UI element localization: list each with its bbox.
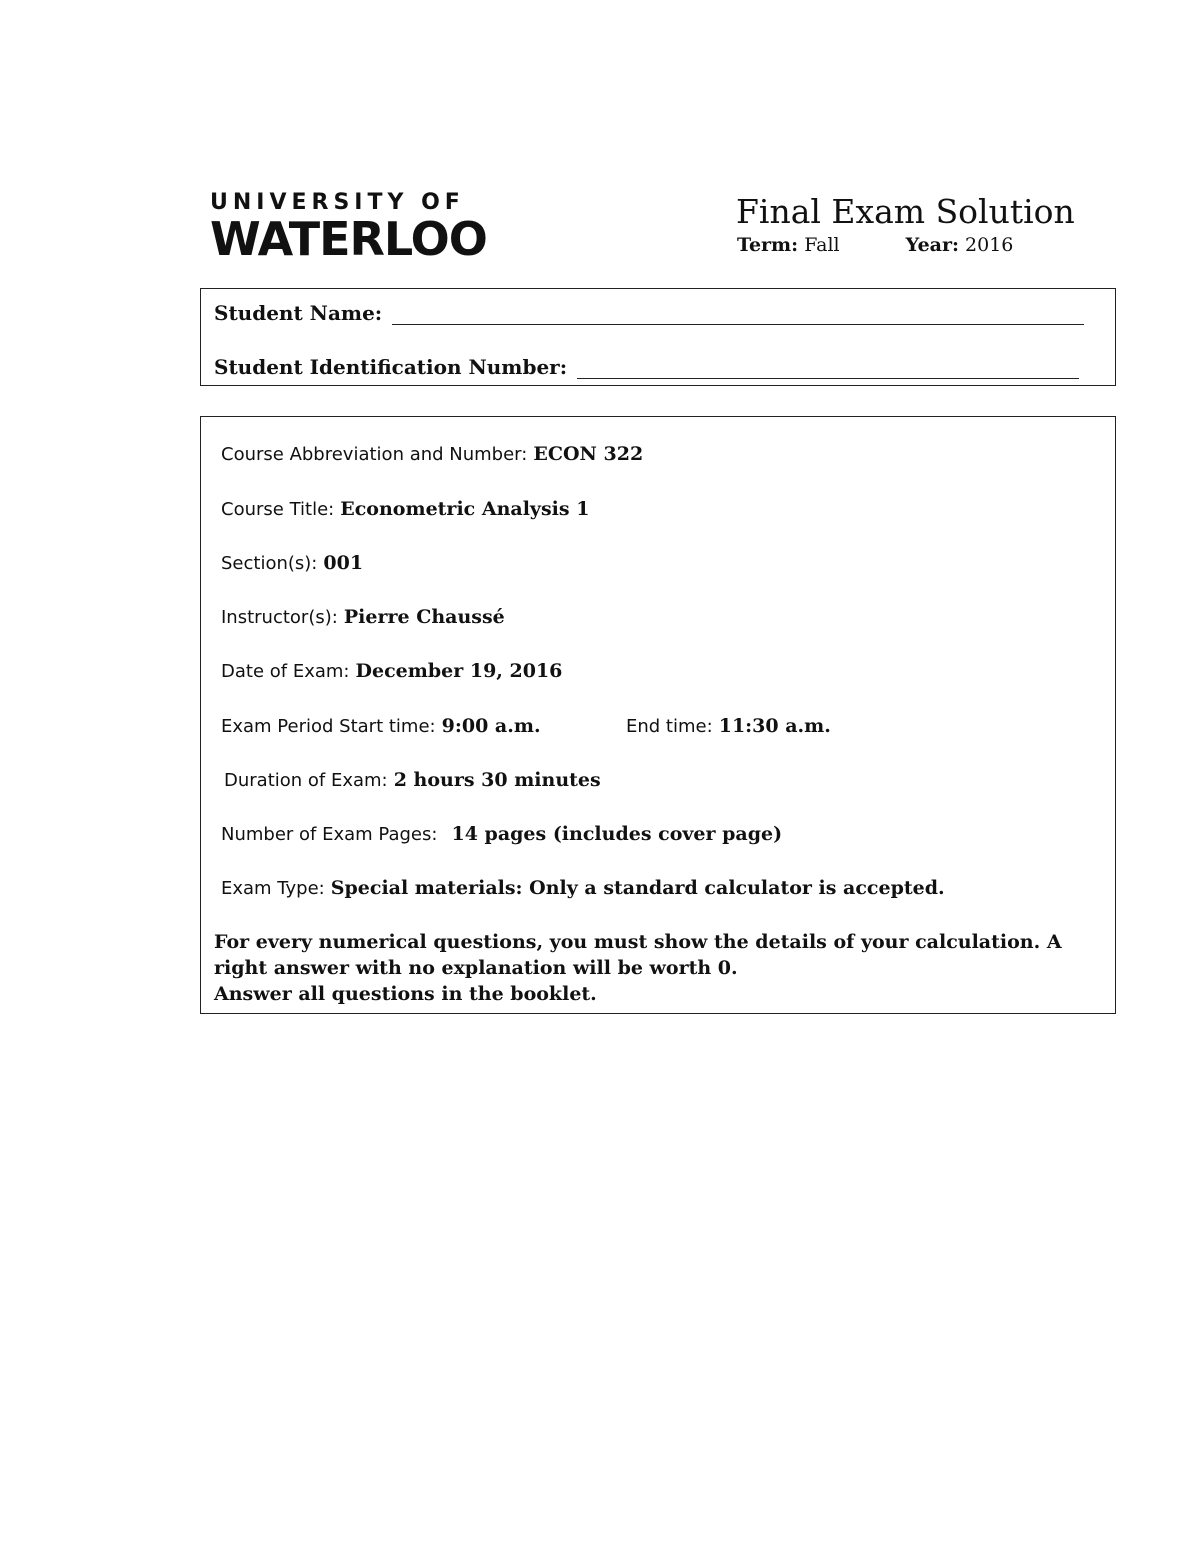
exam-type-row <box>221 877 945 899</box>
instructor-label: Instructor(s): <box>221 607 338 628</box>
university-logo <box>210 190 520 266</box>
student-id-label: Student Identification Number: <box>214 355 568 379</box>
logo-line-university-of: UNIVERSITY OF <box>210 190 465 215</box>
year-label: Year: <box>905 234 959 256</box>
student-name-field[interactable] <box>392 304 1084 325</box>
exam-title: Final Exam Solution <box>736 192 1075 231</box>
course-info-box <box>200 416 1116 1014</box>
exam-instructions <box>214 929 1104 1007</box>
exam-pages-row <box>221 823 782 845</box>
duration-value: 2 hours 30 minutes <box>393 769 601 791</box>
logo-line-waterloo: WATERLOO <box>210 212 487 266</box>
instructions-line-1: For every numerical questions, you must show the details of your calculation. A right answer with no explanation will be worth 0. <box>214 931 1062 979</box>
course-title-row <box>221 498 589 520</box>
exam-type-value: Special materials: Only a standard calculator is accepted. <box>330 877 945 899</box>
start-time-value: 9:00 a.m. <box>441 715 541 737</box>
instructor-row <box>221 606 505 628</box>
end-time-value: 11:30 a.m. <box>718 715 831 737</box>
course-title-value: Econometric Analysis 1 <box>340 498 590 520</box>
exam-period-row <box>221 715 831 737</box>
term-label: Term: <box>737 234 799 256</box>
term-year-line <box>737 234 1013 256</box>
instructions-line-2: Answer all questions in the booklet. <box>214 983 597 1005</box>
duration-row <box>224 769 601 791</box>
section-label: Section(s): <box>221 553 318 574</box>
student-info-box <box>200 288 1116 386</box>
exam-date-value: December 19, 2016 <box>355 660 563 682</box>
course-abbrev-label: Course Abbreviation and Number: <box>221 444 528 465</box>
student-id-field[interactable] <box>577 358 1079 379</box>
exam-date-label: Date of Exam: <box>221 661 350 682</box>
course-title-label: Course Title: <box>221 499 335 520</box>
year-value: 2016 <box>965 234 1014 256</box>
section-value: 001 <box>323 552 364 574</box>
exam-pages-label: Number of Exam Pages: <box>221 824 438 845</box>
section-row <box>221 552 363 574</box>
end-time-label: End time: <box>626 716 713 737</box>
student-id-row <box>214 355 1079 379</box>
exam-type-label: Exam Type: <box>221 878 325 899</box>
exam-date-row <box>221 660 562 682</box>
course-abbrev-row <box>221 443 643 465</box>
term-value: Fall <box>804 234 840 256</box>
duration-label: Duration of Exam: <box>224 770 388 791</box>
course-abbrev-value: ECON 322 <box>533 443 644 465</box>
student-name-label: Student Name: <box>214 301 383 325</box>
start-time-label: Exam Period Start time: <box>221 716 436 737</box>
exam-pages-value: 14 pages (includes cover page) <box>451 823 783 845</box>
student-name-row <box>214 301 1084 325</box>
instructor-value: Pierre Chaussé <box>343 606 505 628</box>
